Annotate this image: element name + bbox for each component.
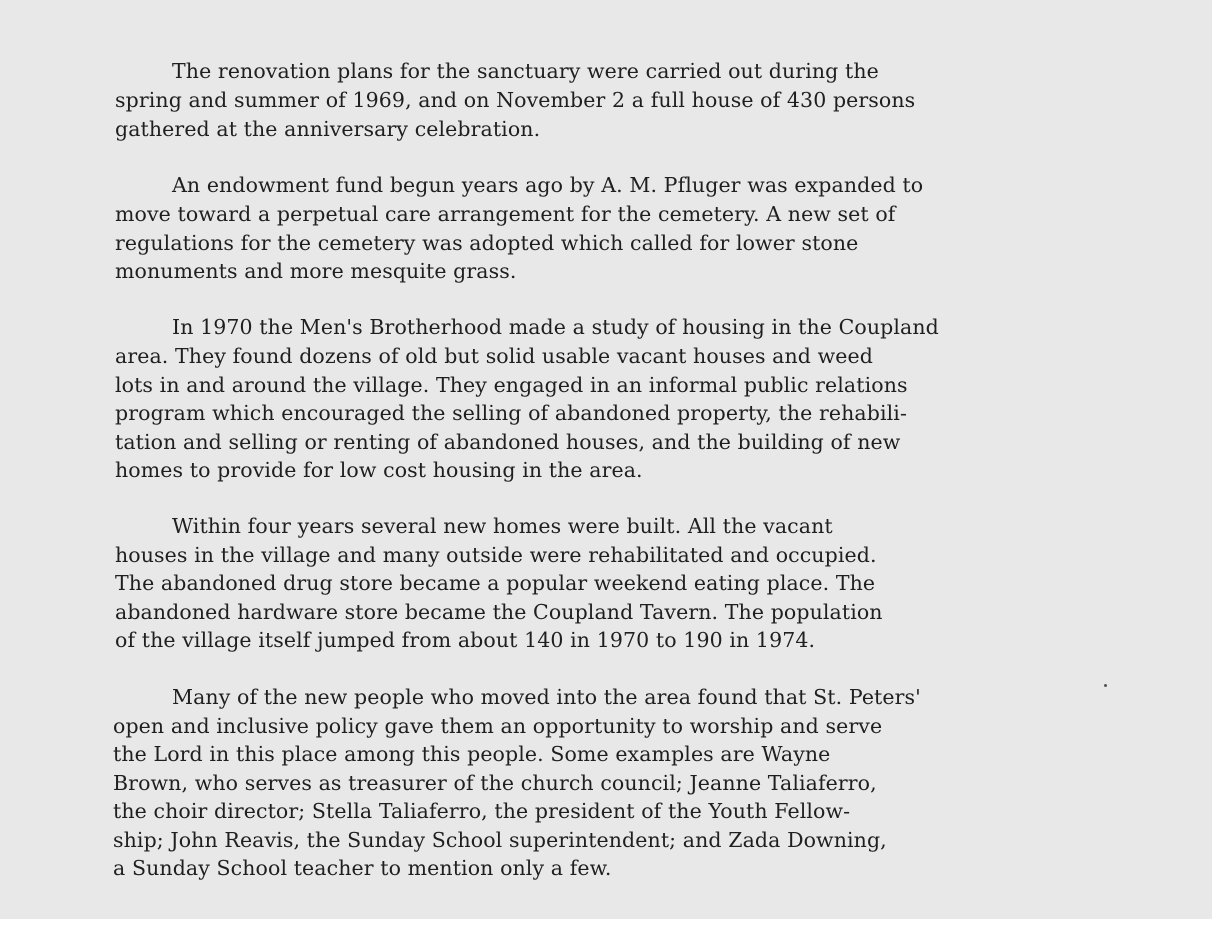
paragraph-4-line-3: The abandoned drug store became a popular weekend eating place. The [115,571,876,595]
paragraph-3-line-2: area. They found dozens of old but solid usable vacant houses and weed [115,344,873,368]
paragraph-3-line-1: In 1970 the Men's Brotherhood made a study of housing in the Coupland [172,315,939,339]
paragraph-2-line-4: monuments and more mesquite grass. [115,259,517,283]
paragraph-4-line-1: Within four years several new homes were built. All the vacant [172,514,833,538]
paragraph-2-line-3: regulations for the cemetery was adopted which called for lower stone [115,231,859,255]
paragraph-3-line-6: homes to provide for low cost housing in the area. [115,458,643,482]
scan-bottom-edge [0,919,1212,927]
paragraph-5-line-4: Brown, who serves as treasurer of the church council; Jeanne Taliaferro, [113,771,877,795]
paragraph-5-line-1: Many of the new people who moved into the area found that St. Peters' [172,685,921,709]
paragraph-4-line-4: abandoned hardware store became the Coupland Tavern. The population [115,600,883,624]
paragraph-3-line-4: program which encouraged the selling of abandoned property, the rehabili- [115,401,907,425]
paragraph-5-line-6: ship; John Reavis, the Sunday School superintendent; and Zada Downing, [113,828,887,852]
paragraph-5-line-2: open and inclusive policy gave them an opportunity to worship and serve [113,714,883,738]
paragraph-5-line-7: a Sunday School teacher to mention only a few. [113,856,612,880]
paragraph-2-line-1: An endowment fund begun years ago by A. M. Pfluger was expanded to [172,173,924,197]
paragraph-3-line-3: lots in and around the village. They engaged in an informal public relations [115,373,908,397]
paragraph-1-line-2: spring and summer of 1969, and on November 2 a full house of 430 persons [115,88,916,112]
paragraph-3-line-5: tation and selling or renting of abandoned houses, and the building of new [115,430,901,454]
paragraph-4-line-5: of the village itself jumped from about 140 in 1970 to 190 in 1974. [115,628,816,652]
paragraph-5-line-5: the choir director; Stella Taliaferro, the president of the Youth Fellow- [113,799,851,823]
paragraph-1-line-1: The renovation plans for the sanctuary were carried out during the [172,59,879,83]
paragraph-4-line-2: houses in the village and many outside were rehabilitated and occupied. [115,543,877,567]
paragraph-5-line-3: the Lord in this place among this people. Some examples are Wayne [113,742,831,766]
paragraph-1-line-3: gathered at the anniversary celebration. [115,117,541,141]
scan-speck [1104,684,1107,687]
paragraph-2-line-2: move toward a perpetual care arrangement for the cemetery. A new set of [115,202,896,226]
